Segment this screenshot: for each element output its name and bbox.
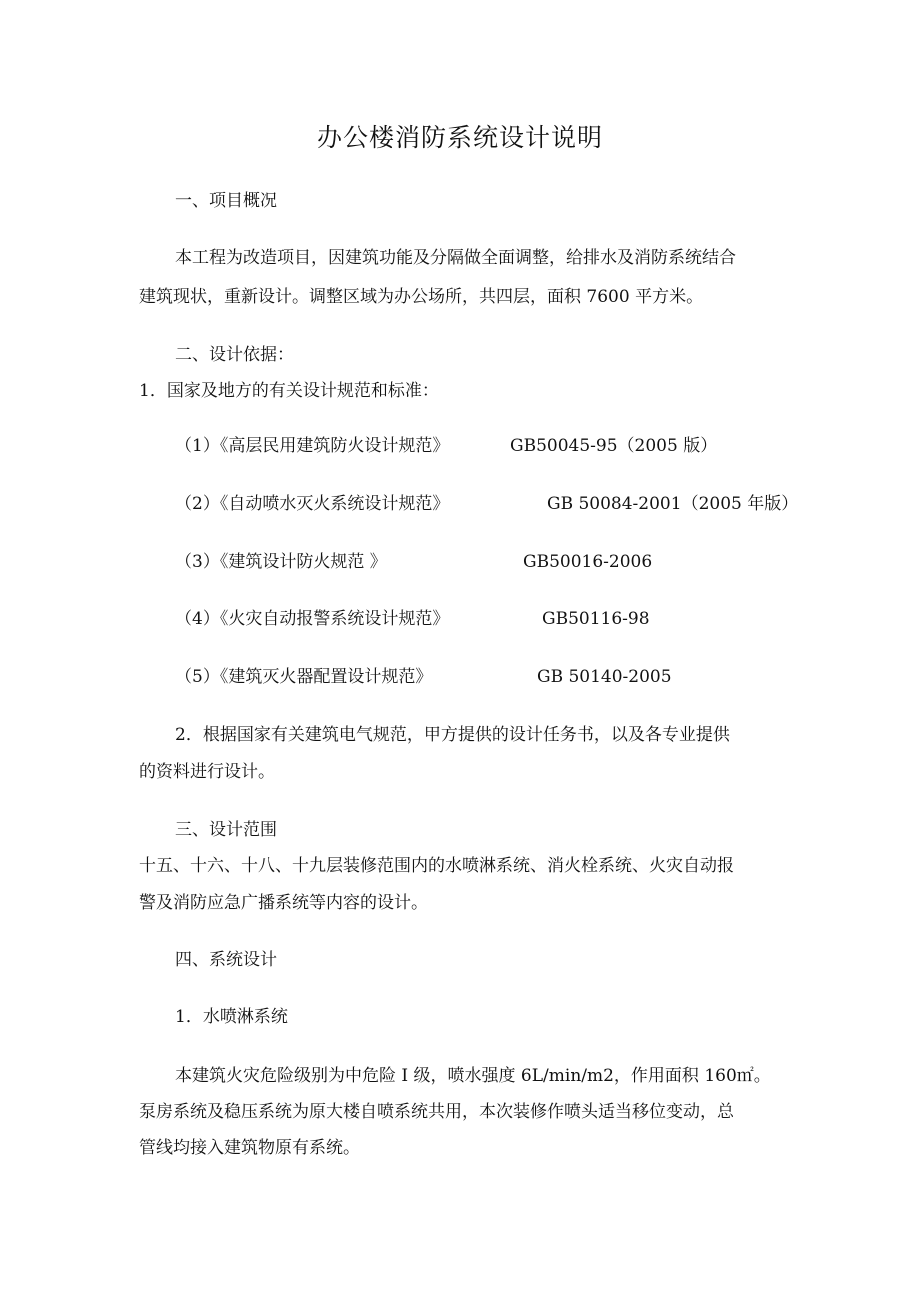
standard-name-2: （2）《自动喷水灭火系统设计规范》 bbox=[175, 494, 450, 514]
standard-code-2: GB 50084-2001（2005 年版） bbox=[547, 494, 799, 514]
document-title: 办公楼消防系统设计说明 bbox=[316, 123, 603, 152]
scope-paragraph-line-2: 警及消防应急广播系统等内容的设计。 bbox=[139, 893, 428, 913]
standard-name-1: （1）《高层民用建筑防火设计规范》 bbox=[175, 436, 450, 456]
basis-item-2-line-1: 2．根据国家有关建筑电气规范，甲方提供的设计任务书，以及各专业提供 bbox=[175, 725, 730, 745]
basis-item-1: 1．国家及地方的有关设计规范和标准： bbox=[139, 381, 439, 401]
standard-code-5: GB 50140-2005 bbox=[537, 667, 672, 687]
sprinkler-paragraph-line-3: 管线均接入建筑物原有系统。 bbox=[139, 1138, 360, 1158]
section-heading-scope: 三、设计范围 bbox=[175, 820, 277, 840]
standard-code-3: GB50016-2006 bbox=[523, 552, 653, 572]
basis-item-2-line-2: 的资料进行设计。 bbox=[139, 762, 275, 782]
section-heading-system-design: 四、系统设计 bbox=[175, 950, 277, 970]
overview-paragraph-line-2: 建筑现状，重新设计。调整区域为办公场所，共四层，面积 7600 平方米。 bbox=[139, 287, 704, 307]
standard-name-5: （5）《建筑灭火器配置设计规范》 bbox=[175, 667, 433, 687]
standard-name-4: （4）《火灾自动报警系统设计规范》 bbox=[175, 609, 450, 629]
section-heading-basis: 二、设计依据： bbox=[175, 345, 294, 365]
sprinkler-paragraph-line-1: 本建筑火灾危险级别为中危险 I 级，喷水强度 6L/min/m2，作用面积 160㎡。 bbox=[175, 1066, 771, 1086]
section-heading-overview: 一、项目概况 bbox=[175, 191, 277, 211]
standard-name-3: （3）《建筑设计防火规范 》 bbox=[175, 552, 387, 572]
standard-code-4: GB50116-98 bbox=[542, 609, 650, 629]
standard-code-1: GB50045-95（2005 版） bbox=[510, 436, 718, 456]
overview-paragraph-line-1: 本工程为改造项目，因建筑功能及分隔做全面调整，给排水及消防系统结合 bbox=[175, 248, 736, 268]
sprinkler-paragraph-line-2: 泵房系统及稳压系统为原大楼自喷系统共用，本次装修作喷头适当移位变动，总 bbox=[139, 1102, 734, 1122]
scope-paragraph-line-1: 十五、十六、十八、十九层装修范围内的水喷淋系统、消火栓系统、火灾自动报 bbox=[139, 856, 734, 876]
subsection-heading-sprinkler: 1．水喷淋系统 bbox=[175, 1007, 288, 1027]
